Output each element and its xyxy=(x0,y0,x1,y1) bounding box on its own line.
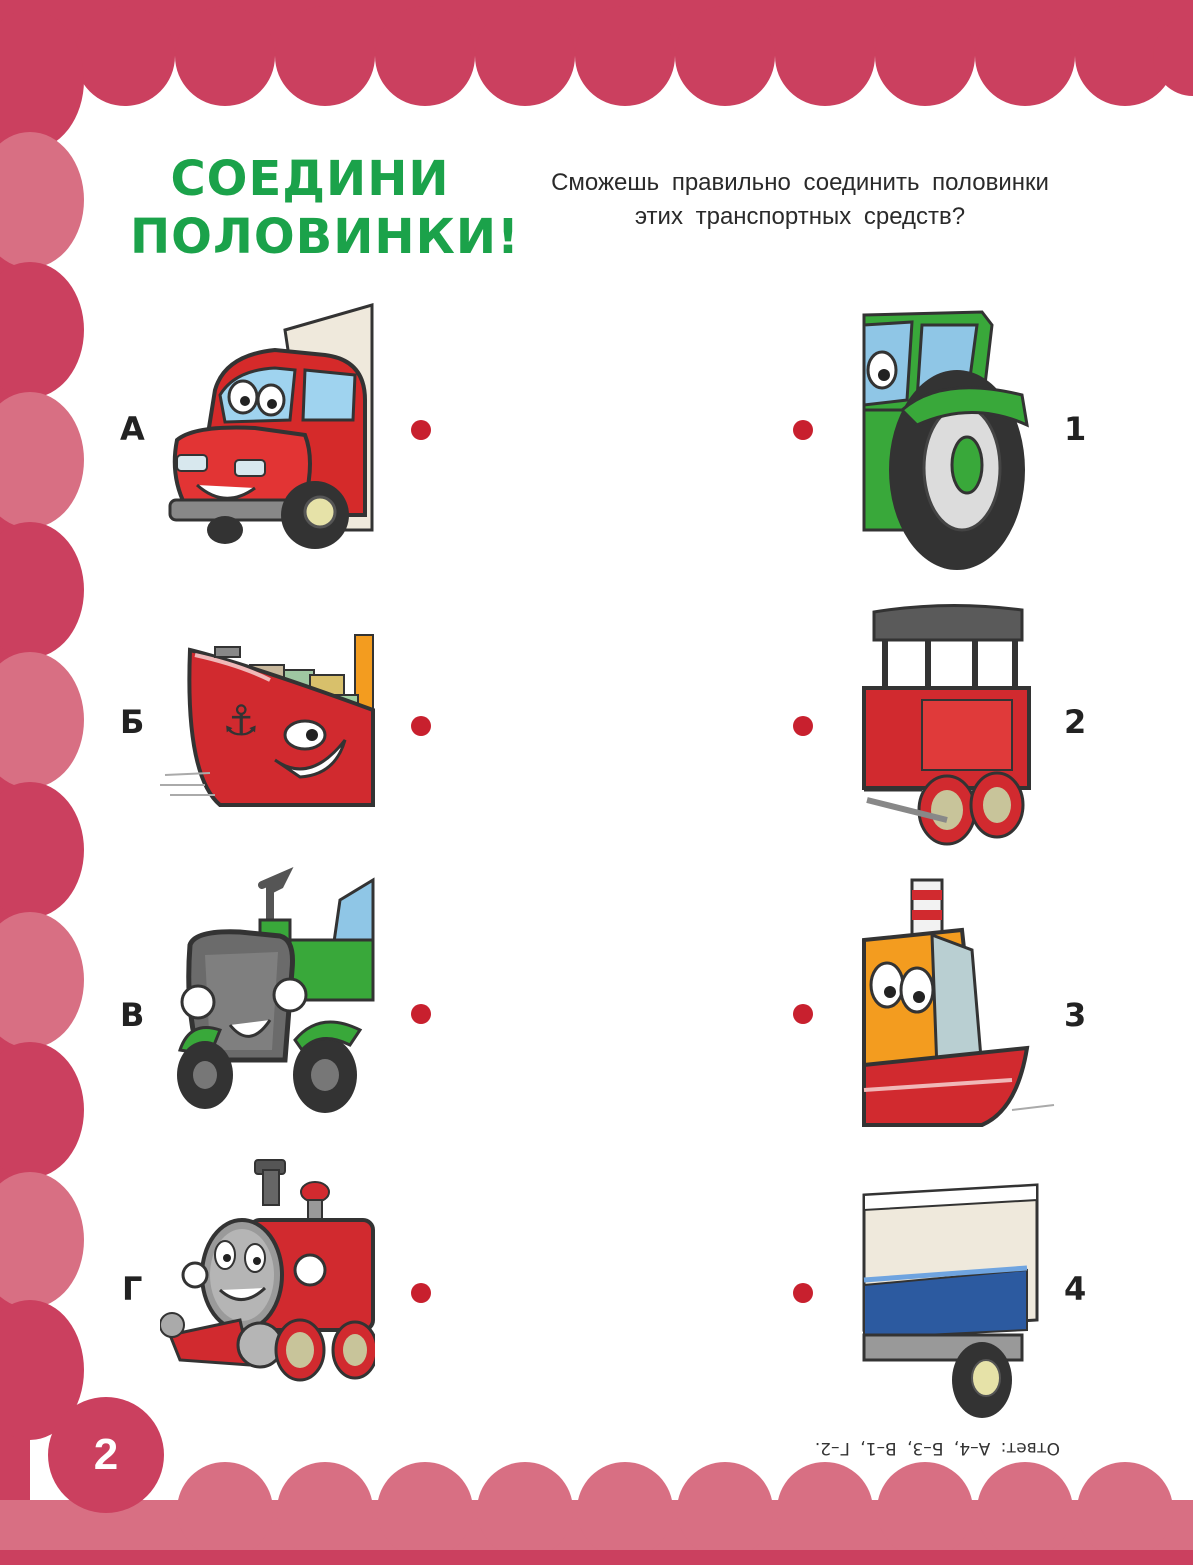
top-scallops xyxy=(75,6,1193,106)
title-line-1: СОЕДИНИ xyxy=(170,151,450,207)
connect-dot-2[interactable] xyxy=(793,716,813,736)
truck-trailer-picture xyxy=(862,1180,1042,1420)
orange-boat-cabin-picture xyxy=(862,870,1057,1130)
instruction-text xyxy=(500,166,1100,234)
page-number-value: 2 xyxy=(93,1430,119,1479)
label-4: 4 xyxy=(1064,1270,1087,1308)
label-b: Б xyxy=(120,703,145,741)
label-1: 1 xyxy=(1064,410,1087,448)
connect-dot-4[interactable] xyxy=(793,1283,813,1303)
bottom-edge xyxy=(0,1550,1193,1565)
page-number xyxy=(48,1397,164,1513)
connect-dot-a[interactable] xyxy=(411,420,431,440)
label-a: А xyxy=(120,410,145,448)
svg-text:⚓: ⚓ xyxy=(222,696,260,745)
label-2: 2 xyxy=(1064,703,1087,741)
connect-dot-g[interactable] xyxy=(411,1283,431,1303)
label-v: В xyxy=(120,996,145,1034)
connect-dot-v[interactable] xyxy=(411,1004,431,1024)
green-tractor-rear-picture xyxy=(862,300,1037,580)
connect-dot-b[interactable] xyxy=(411,716,431,736)
instruction-line-1: Сможешь правильно соединить половинки xyxy=(551,169,1049,196)
left-scallops xyxy=(0,10,84,1440)
answer-text: Ответ: А–4, Б–3, В–1, Г–2. xyxy=(814,1438,1060,1458)
instruction-line-2: этих транспортных средств? xyxy=(634,203,966,230)
red-train-front-picture xyxy=(160,1150,375,1390)
red-train-cab-picture xyxy=(862,600,1037,855)
title-line-2: ПОЛОВИНКИ! xyxy=(130,209,520,265)
red-truck-front-picture xyxy=(165,300,375,560)
page-title xyxy=(130,150,520,266)
connect-dot-3[interactable] xyxy=(793,1004,813,1024)
label-g: Г xyxy=(122,1270,143,1308)
connect-dot-1[interactable] xyxy=(793,420,813,440)
green-tractor-front-picture xyxy=(170,860,375,1125)
label-3: 3 xyxy=(1064,996,1087,1034)
red-ship-bow-picture xyxy=(160,625,375,810)
